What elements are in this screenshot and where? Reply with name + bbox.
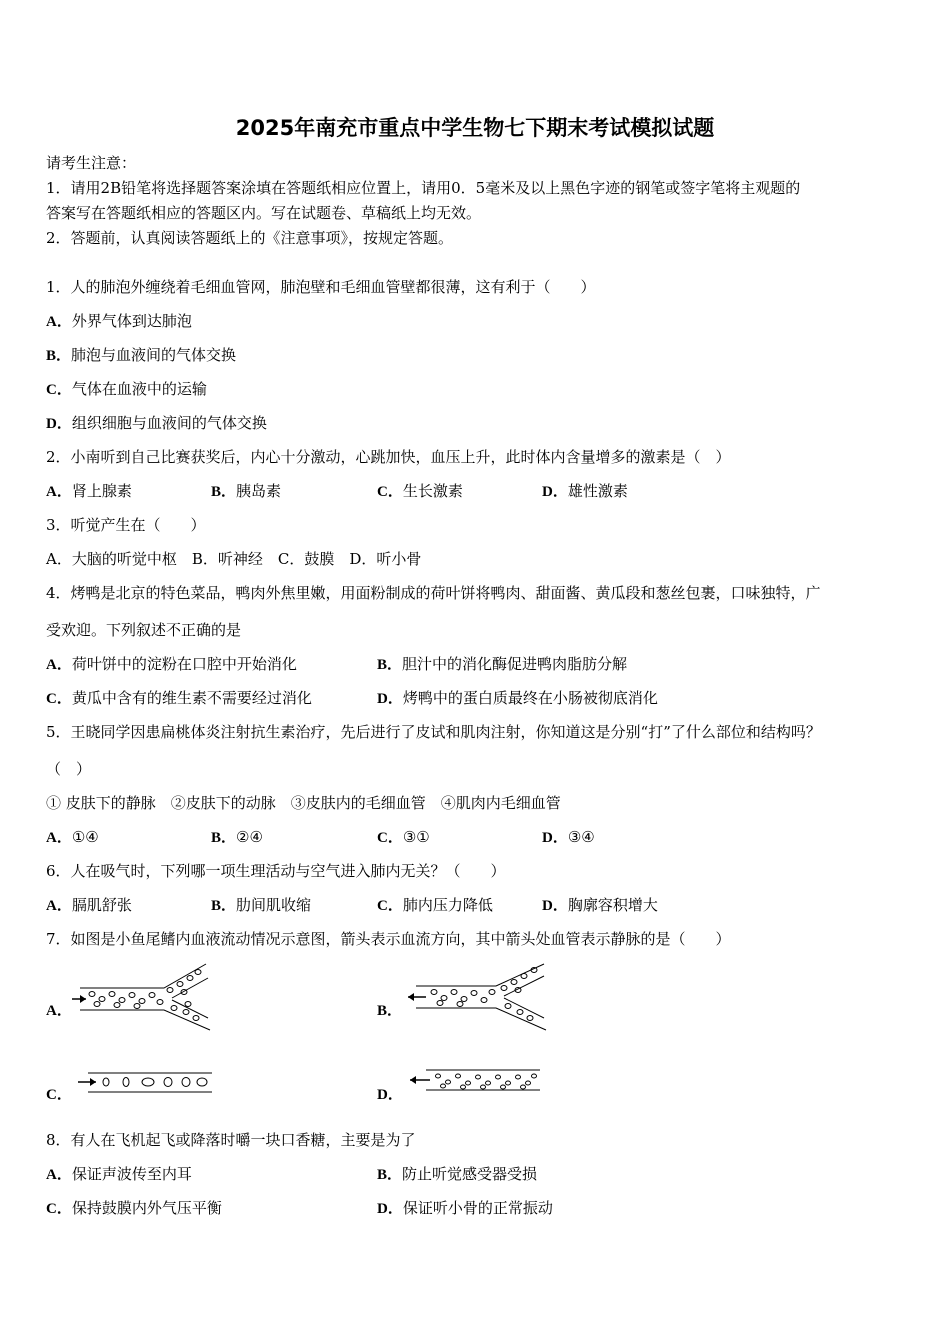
q2-option-d[interactable]: D．雄性激素: [542, 482, 628, 500]
notice-item-1-line-2: 答案写在答题纸相应的答题区内。写在试题卷、草稿纸上均无效。: [46, 204, 482, 222]
question-1-stem: 1．人的肺泡外缠绕着毛细血管网，肺泡壁和毛细血管壁都很薄，这有利于（ ）: [46, 278, 596, 296]
q6-option-a[interactable]: A．膈肌舒张: [46, 896, 132, 914]
question-6-stem: 6．人在吸气时，下列哪一项生理活动与空气进入肺内无关？（ ）: [46, 862, 506, 880]
question-8-stem: 8．有人在飞机起飞或降落时嚼一块口香糖，主要是为了: [46, 1131, 416, 1149]
notice-item-2: 2．答题前，认真阅读答题纸上的《注意事项》，按规定答题。: [46, 229, 454, 247]
q1-option-a[interactable]: A．外界气体到达肺泡: [46, 312, 192, 330]
q5-choices-line: ① 皮肤下的静脉 ②皮肤下的动脉 ③皮肤内的毛细血管 ④肌肉内毛细血管: [46, 794, 561, 812]
q4-option-d[interactable]: D．烤鸭中的蛋白质最终在小肠被彻底消化: [377, 689, 658, 707]
q7-option-c-label[interactable]: C．: [46, 1087, 72, 1103]
question-7-stem: 7．如图是小鱼尾鳍内血液流动情况示意图，箭头表示血流方向，其中箭头处血管表示静脉的是（ ）: [46, 930, 731, 948]
q1-option-d[interactable]: D．组织细胞与血液间的气体交换: [46, 414, 267, 432]
q2-option-c[interactable]: C．生长激素: [377, 482, 463, 500]
q2-option-b[interactable]: B．胰岛素: [211, 482, 282, 500]
q2-option-a[interactable]: A．肾上腺素: [46, 482, 132, 500]
question-3-stem: 3．听觉产生在（ ）: [46, 516, 206, 534]
q4-option-b[interactable]: B．胆汁中的消化酶促进鸭肉脂肪分解: [377, 655, 628, 673]
q7-figure-d[interactable]: [408, 1068, 542, 1094]
question-4-stem-line-2: 受欢迎。下列叙述不正确的是: [46, 621, 242, 639]
q6-option-c[interactable]: C．肺内压力降低: [377, 896, 493, 914]
q7-option-a-label[interactable]: A．: [46, 1003, 72, 1019]
q7-figure-a[interactable]: [72, 962, 214, 1034]
q8-option-b[interactable]: B．防止听觉感受器受损: [377, 1165, 538, 1183]
question-2-stem: 2．小南听到自己比赛获奖后，内心十分激动，心跳加快，血压上升，此时体内含量增多的激素是（ ）: [46, 448, 731, 466]
question-5-stem-line-1: 5．王晓同学因患扁桃体炎注射抗生素治疗，先后进行了皮试和肌肉注射，你知道这是分别“打”了什么部位和结构吗？: [46, 723, 821, 741]
q4-option-a[interactable]: A．荷叶饼中的淀粉在口腔中开始消化: [46, 655, 297, 673]
q5-option-a[interactable]: A．①④: [46, 828, 99, 846]
q7-figure-c[interactable]: [76, 1070, 214, 1096]
notice-heading: 请考生注意：: [46, 154, 137, 172]
q7-option-b-label[interactable]: B．: [377, 1003, 403, 1019]
question-5-stem-line-2: （ ）: [46, 760, 92, 778]
question-4-stem-line-1: 4．烤鸭是北京的特色菜品，鸭肉外焦里嫩，用面粉制成的荷叶饼将鸭肉、甜面酱、黄瓜段和葱丝包裹，口味独特，广: [46, 584, 821, 602]
q8-option-d[interactable]: D．保证听小骨的正常振动: [377, 1199, 553, 1217]
q7-option-d-label[interactable]: D．: [377, 1087, 403, 1103]
page-title: 2025年南充市重点中学生物七下期末考试模拟试题: [235, 116, 715, 140]
q4-option-c[interactable]: C．黄瓜中含有的维生素不需要经过消化: [46, 689, 312, 707]
q8-option-c[interactable]: C．保持鼓膜内外气压平衡: [46, 1199, 222, 1217]
q1-option-c[interactable]: C．气体在血液中的运输: [46, 380, 207, 398]
q6-option-d[interactable]: D．胸廓容积增大: [542, 896, 658, 914]
q5-option-b[interactable]: B．②④: [211, 828, 263, 846]
q7-figure-b[interactable]: [404, 962, 548, 1034]
q5-option-d[interactable]: D．③④: [542, 828, 595, 846]
q1-option-b[interactable]: B．肺泡与血液间的气体交换: [46, 346, 237, 364]
q5-option-c[interactable]: C．③①: [377, 828, 430, 846]
notice-item-1-line-1: 1．请用2B铅笔将选择题答案涂填在答题纸相应位置上，请用0．5毫米及以上黑色字迹的钢笔或签字笔将主观题的: [46, 179, 801, 197]
q6-option-b[interactable]: B．肋间肌收缩: [211, 896, 312, 914]
q8-option-a[interactable]: A．保证声波传至内耳: [46, 1165, 192, 1183]
q3-options-line[interactable]: A．大脑的听觉中枢 B．听神经 C．鼓膜 D．听小骨: [46, 550, 422, 568]
